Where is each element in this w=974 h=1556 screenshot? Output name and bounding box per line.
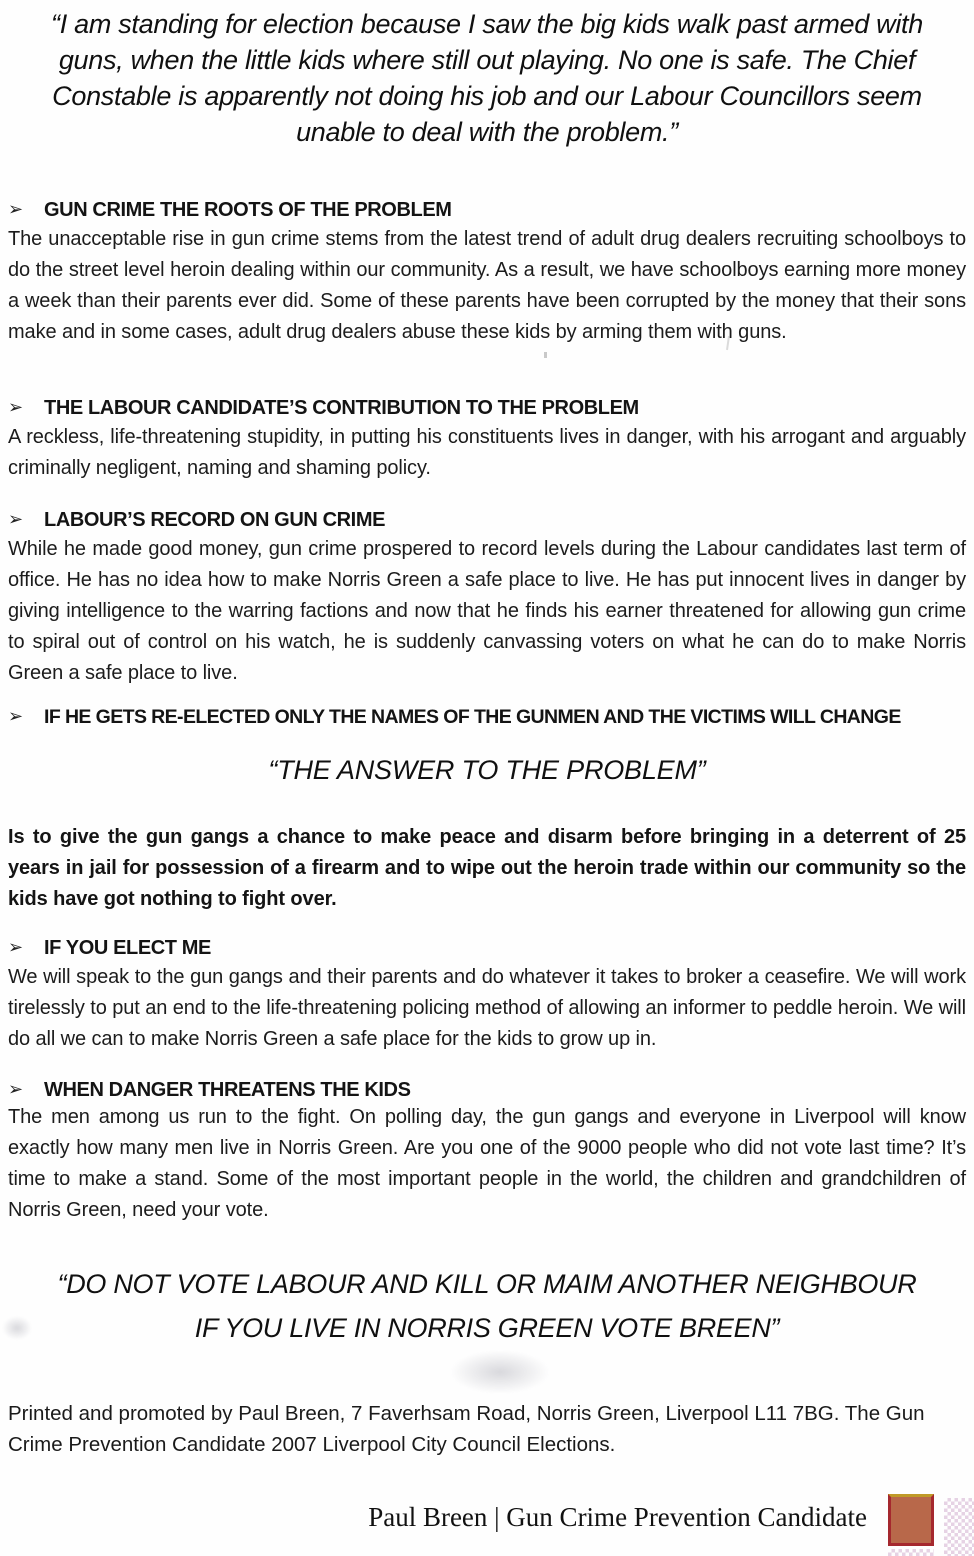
section-heading-re-elected [8,705,966,729]
footer-credit: Paul Breen | Gun Crime Prevention Candidate [368,1502,867,1532]
scan-artifact [450,1350,550,1394]
section-body-if-you-elect-me: We will speak to the gun gangs and their parents and do whatever it takes to broker a ceasefire. We will work tirelessly to put an end to the life-threatening policing method of allowing an informer to peddle heroin. We will do all we can to make Norris Green a safe place for the kids to grow up in. [8,966,966,1050]
closing-quote [8,1262,966,1350]
section-heading-if-you-elect-me [8,936,966,960]
opening-quote-line: guns, when the little kids where still out playing. No one is safe. The Chief [58,45,916,75]
brand-square-icon [888,1494,934,1546]
closing-quote-line: IF YOU LIVE IN NORRIS GREEN VOTE BREEN” [194,1313,780,1343]
section-heading-labour-record [8,508,966,532]
section-heading-danger-threatens [8,1078,966,1102]
answer-body: Is to give the gun gangs a chance to make peace and disarm before bringing in a deterrent of 25 years in jail for possession of a firearm and to wipe out the heroin trade within our community so the kids have got nothing to fight over. [8,826,966,910]
halftone-pattern [944,1498,974,1556]
arrowhead-bullet-icon: ➢ [8,397,23,418]
section-body-gun-crime-roots: The unacceptable rise in gun crime stems from the latest trend of adult drug dealers recruiting schoolboys to do the street level heroin dealing within our community. As a result, we have schoolboys earning more money a week than their parents ever did. Some of these parents have been corrupted by the money that their sons make and in some cases, adult drug dealers abuse these kids by arming them with guns. [8,228,966,343]
section-heading-label: WHEN DANGER THREATENS THE KIDS [44,1079,411,1101]
section-heading-label: IF HE GETS RE-ELECTED ONLY THE NAMES OF THE GUNMEN AND THE VICTIMS WILL CHANGE [44,706,901,728]
arrowhead-bullet-icon: ➢ [8,1079,23,1100]
section-heading-label: GUN CRIME THE ROOTS OF THE PROBLEM [44,199,452,221]
opening-quote-line: unable to deal with the problem.” [296,117,678,147]
opening-quote-line: “I am standing for election because I saw the big kids walk past armed with [51,9,923,39]
section-body-labour-record: While he made good money, gun crime prospered to record levels during the Labour candidates last term of office. He has no idea how to make Norris Green a safe place to live. He has put innocent lives in danger by giving intelligence to the warring factions and now that he finds his earner threatened for allowing gun crime to spiral out of control on his watch, he is suddenly canvassing voters on what he can do to make Norris Green a safe place to live. [8,538,966,684]
section-heading-label: IF YOU ELECT ME [44,937,211,959]
halftone-pattern [888,1549,934,1556]
arrowhead-bullet-icon: ➢ [8,937,23,958]
section-body-danger-threatens: The men among us run to the fight. On polling day, the gun gangs and everyone in Liverpool will know exactly how many men live in Norris Green. Are you one of the 9000 people who did not vote last time? It’s time to make a stand. Some of the most important people in the world, the children and grandchildren of Norris Green, need your vote. [8,1106,966,1221]
section-heading-label: LABOUR’S RECORD ON GUN CRIME [44,509,386,531]
answer-heading: “THE ANSWER TO THE PROBLEM” [268,755,706,785]
section-body-labour-contribution: A reckless, life-threatening stupidity, in putting his constituents lives in danger, with his arrogant and arguably criminally negligent, naming and shaming policy. [8,426,966,479]
imprint-text: Printed and promoted by Paul Breen, 7 Faverhsam Road, Norris Green, Liverpool L11 7BG. The Gun Crime Prevention Candidate 2007 Liverpool City Council Elections. [8,1402,925,1456]
opening-quote-line: Constable is apparently not doing his job and our Labour Councillors seem [52,81,922,111]
section-heading-gun-crime-roots [8,198,966,222]
section-heading-label: THE LABOUR CANDIDATE’S CONTRIBUTION TO THE PROBLEM [44,397,639,419]
scan-artifact [544,352,547,358]
closing-quote-line: “DO NOT VOTE LABOUR AND KILL OR MAIM ANOTHER NEIGHBOUR [57,1269,917,1299]
section-heading-labour-contribution [8,396,966,420]
arrowhead-bullet-icon: ➢ [8,509,23,530]
arrowhead-bullet-icon: ➢ [8,199,23,220]
arrowhead-bullet-icon: ➢ [8,706,23,727]
opening-quote [8,6,966,150]
